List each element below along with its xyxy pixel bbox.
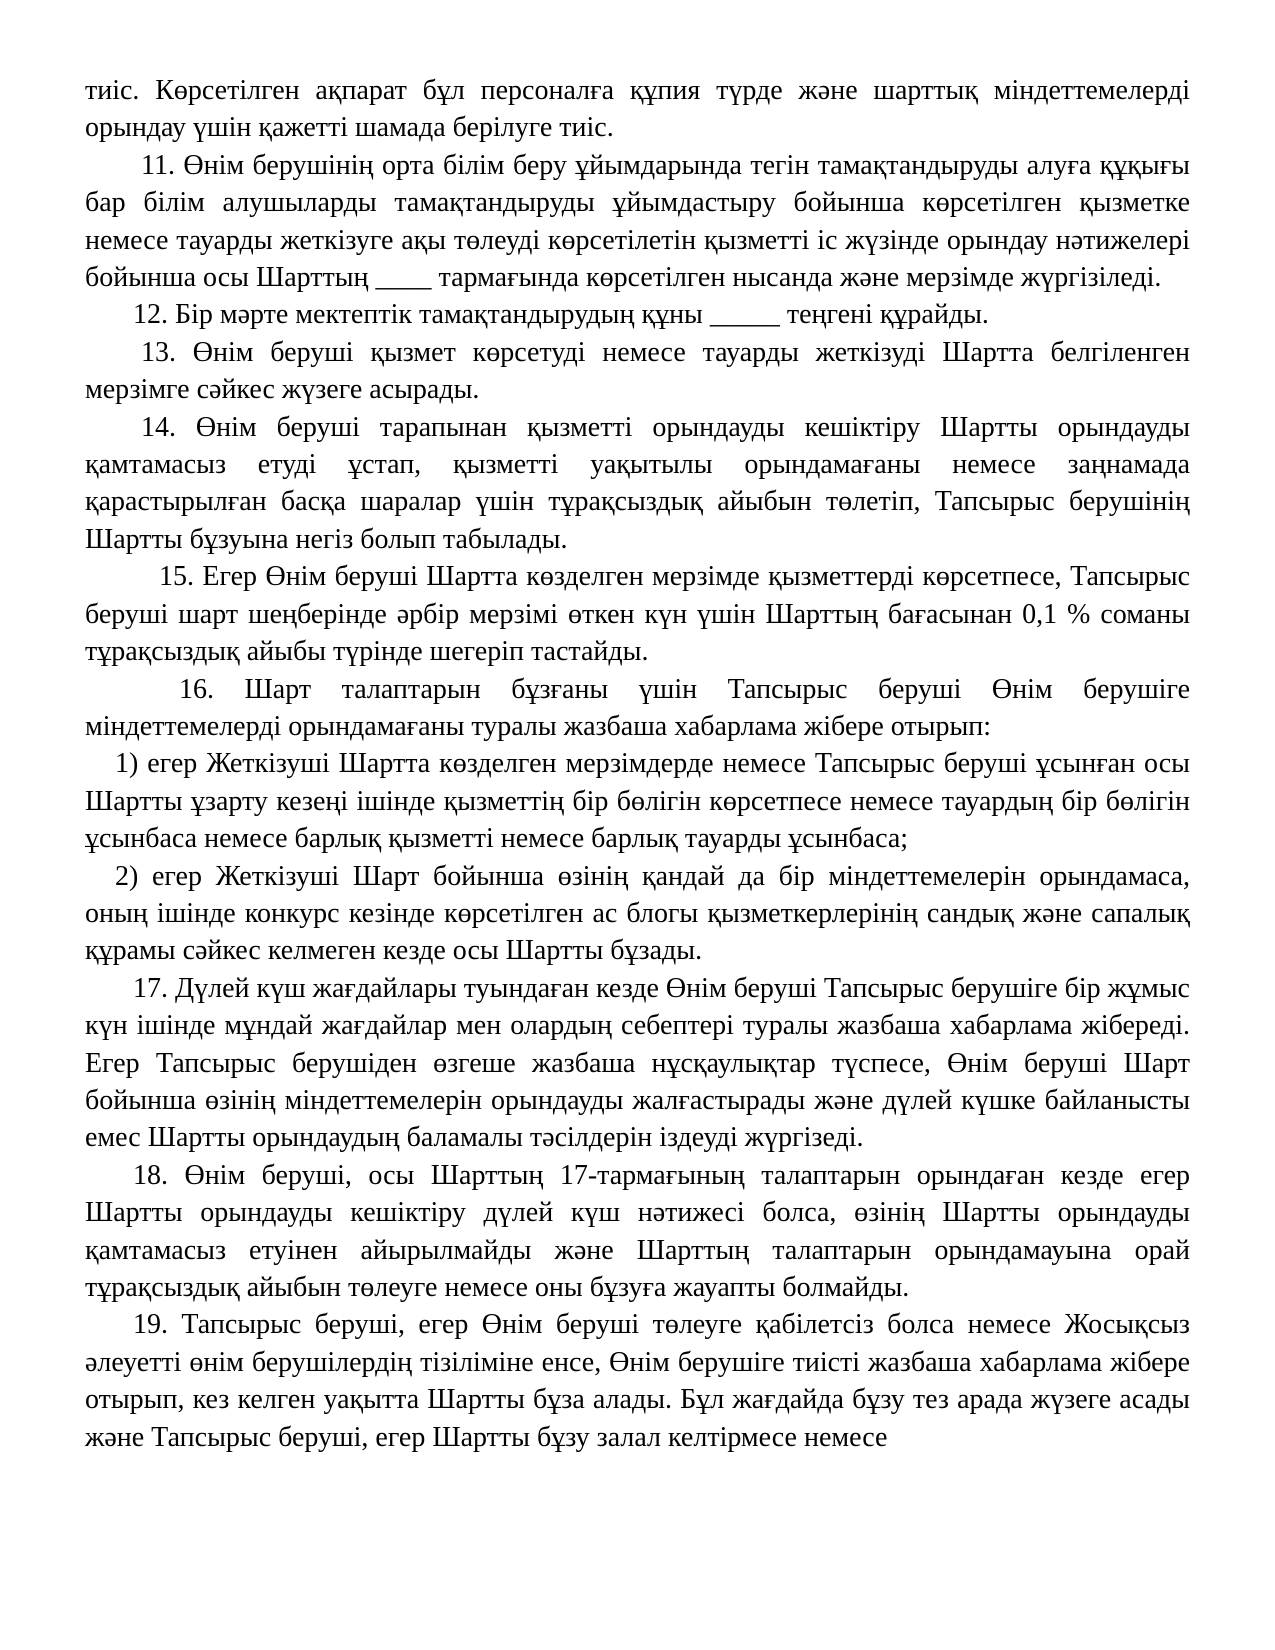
paragraph-clause-12: 12. Бір мәрте мектептік тамақтандырудың құны _____ теңгені құрайды. <box>133 299 989 331</box>
paragraph-continuation: тиіс. Көрсетілген ақпарат бұл персоналға құпия түрде және шарттық міндеттемелерді орындау үшін қажетті шамада берілуге тиіс. <box>85 75 1190 144</box>
paragraph-clause-13: 13. Өнім беруші қызмет көрсетуді немесе тауарды жеткізуді Шартта белгіленген мерзімге сәйкес жүзеге асырады. <box>85 336 1190 406</box>
paragraph-clause-11: 11. Өнім берушінің орта білім беру ұйымдарында тегін тамақтандыруды алуға құқығы бар білім алушыларды тамақтандыруды ұйымдастыру бойынша көрсетілген қызметке немесе тауарды жеткізуге ақы төлеуді көрсетілетін қызметті іс жүзінде орындау нәтижелері бойынша осы Шарттың ____ тармағында көрсетілген нысанда және мерзімде жүргізіледі. <box>85 149 1190 294</box>
paragraph-clause-19: 19. Тапсырыс беруші, егер Өнім беруші төлеуге қабілетсіз болса немесе Жосықсыз әлеуетті өнім берушілердің тізіліміне енсе, Өнім берушіге тиісті жазбаша хабарлама жібере отырып, кез келген уақытта Шартты бұза алады. Бұл жағдайда бұзу тез арада жүзеге асады және Тапсырыс беруші, егер Шартты бұзу залал келтірмесе немесе <box>85 1309 1190 1453</box>
paragraph-clause-16: 16. Шарт талаптарын бұзғаны үшін Тапсырыс беруші Өнім берушіге міндеттемелерді орындамағаны туралы жазбаша хабарлама жібере отырып: <box>85 673 1190 742</box>
paragraph-clause-18: 18. Өнім беруші, осы Шарттың 17-тармағының талаптарын орындаған кезде егер Шартты орындауды кешіктіру дүлей күш нәтижесі болса, өзінің Шартты орындауды қамтамасыз етуінен айырылмайды және Шарттың талаптарын орындамауына орай тұрақсыздық айыбын төлеуге немесе оны бұзуға жауапты болмайды. <box>85 1159 1190 1303</box>
paragraph-clause-17: 17. Дүлей күш жағдайлары туындаған кезде Өнім беруші Тапсырыс берушіге бір жұмыс күн ішінде мұндай жағдайлар мен олардың себептері туралы жазбаша хабарлама жібереді. Егер Тапсырыс берушіден өзгеше жазбаша нұсқаулықтар түспесе, Өнім беруші Шарт бойынша өзінің міндеттемелерін орындауды жалғастырады және дүлей күшке байланысты емес Шартты орындаудың баламалы тәсілдерін іздеуді жүргізеді. <box>85 972 1190 1154</box>
paragraph-subclause-1: 1) егер Жеткізуші Шартта көзделген мерзімдерде немесе Тапсырыс беруші ұсынған осы Шартты ұзарту кезеңі ішінде қызметтің бір бөлігін көрсетпесе немесе тауардың бір бөлігін ұсынбаса немесе барлық қызметті немесе барлық тауарды ұсынбаса; <box>85 748 1190 855</box>
paragraph-clause-15: 15. Егер Өнім беруші Шартта көзделген мерзімде қызметтерді көрсетпесе, Тапсырыс беруші шарт шеңберінде әрбір мерзімі өткен күн үшін Шарттың бағасынан 0,1 % соманы тұрақсыздық айыбы түрінде шегеріп тастайды. <box>85 561 1190 668</box>
paragraph-clause-14: 14. Өнім беруші тарапынан қызметті орындауды кешіктіру Шартты орындауды қамтамасыз етуді ұстап, қызметті уақытылы орындамағаны немесе заңнамада қарастырылған басқа шаралар үшін тұрақсыздық айыбын төлетіп, Тапсырыс берушінің Шартты бұзуына негіз болып табылады. <box>85 411 1190 555</box>
contract-text-block <box>85 72 1190 1456</box>
paragraph-subclause-2: 2) егер Жеткізуші Шарт бойынша өзінің қандай да бір міндеттемелерін орындамаса, оның ішінде конкурс кезінде көрсетілген ас блогы қызметкерлерінің сандық және сапалық құрамы сәйкес келмеген кезде осы Шартты бұзады. <box>85 860 1190 967</box>
